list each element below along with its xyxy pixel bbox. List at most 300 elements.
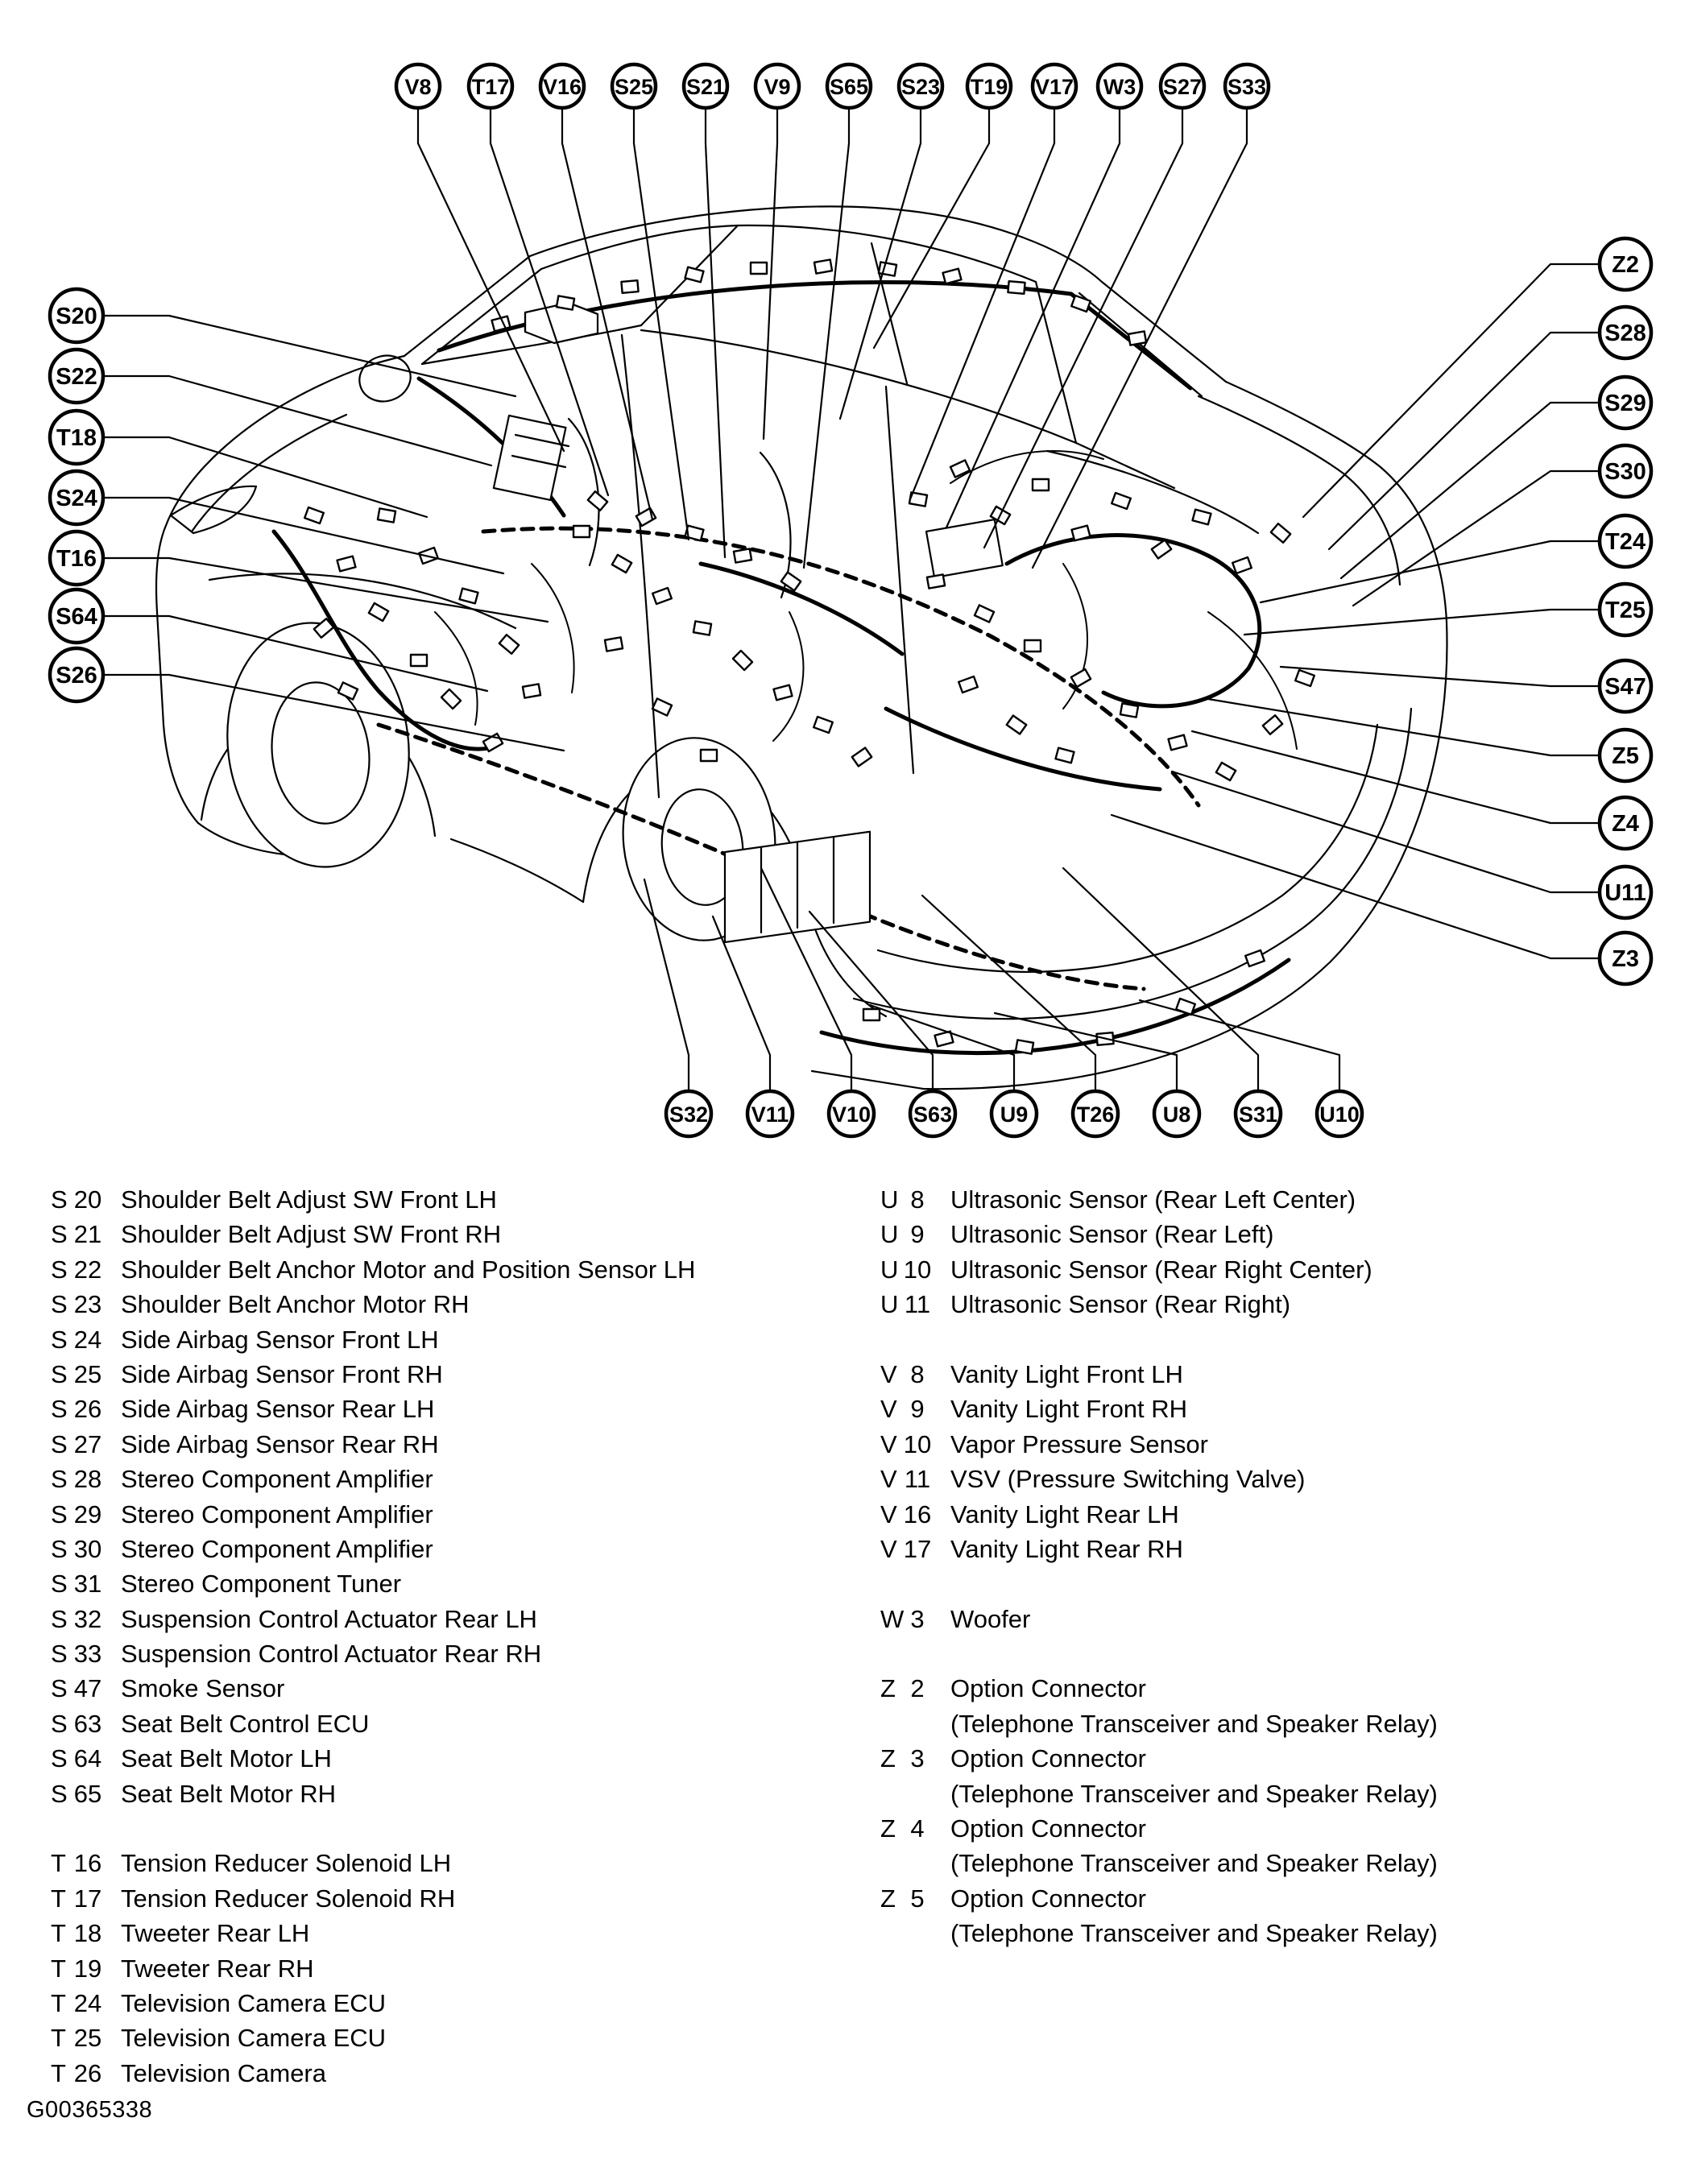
component-description: Stereo Component Amplifier <box>121 1465 433 1494</box>
legend-entry <box>51 1427 695 1462</box>
leader-S29 <box>1341 403 1600 578</box>
component-code-number: 16 <box>903 1499 932 1528</box>
relay-box <box>725 832 870 942</box>
ecu-box <box>494 416 569 500</box>
callout-label-T18: T18 <box>56 425 97 451</box>
legend-entry <box>51 1706 695 1741</box>
connector <box>441 689 461 709</box>
callout-S28 <box>1600 307 1651 358</box>
component-description: Stereo Component Amplifier <box>121 1499 433 1528</box>
connector <box>304 507 324 523</box>
legend-entry <box>880 1881 1438 1916</box>
callout-label-U9: U9 <box>1000 1102 1029 1127</box>
component-code-letter: S <box>51 1325 68 1354</box>
legend-group <box>880 1602 1438 1636</box>
connector <box>1120 703 1138 717</box>
component-description: Stereo Component Tuner <box>121 1570 402 1599</box>
legend-entry <box>880 1706 1438 1741</box>
rocker-line <box>451 839 583 902</box>
callout-label-S64: S64 <box>56 604 97 630</box>
component-code-number: 17 <box>73 1884 102 1913</box>
component-description: Side Airbag Sensor Rear RH <box>121 1429 439 1458</box>
component-code-letter: V <box>880 1395 897 1424</box>
connector <box>460 589 478 604</box>
harness-connectors <box>304 259 1314 1053</box>
component-description: Option Connector <box>950 1674 1146 1703</box>
connector <box>1193 510 1211 525</box>
leader-T25 <box>1244 610 1600 635</box>
connector <box>1216 763 1236 780</box>
connector <box>852 748 871 767</box>
connector <box>1025 640 1041 651</box>
legend-entry <box>51 1497 695 1532</box>
legend-entry <box>51 1322 695 1357</box>
callout-S26 <box>50 648 103 701</box>
callout-label-T17: T17 <box>471 75 510 99</box>
component-code-number: 28 <box>73 1465 102 1494</box>
connector <box>612 555 631 573</box>
legend-entry <box>880 1602 1438 1636</box>
component-code-number: 11 <box>904 1290 931 1319</box>
leader-S47 <box>1281 667 1600 686</box>
connector <box>573 526 590 537</box>
component-code-letter: S <box>51 1395 68 1424</box>
component-code-letter: S <box>51 1674 68 1703</box>
harness-branch-6 <box>1208 612 1297 749</box>
wheels <box>213 612 785 948</box>
callout-T19 <box>967 64 1011 108</box>
leader-V11 <box>713 916 770 1091</box>
component-description: Television Camera ECU <box>121 2024 387 2053</box>
component-code-number: 10 <box>903 1255 932 1284</box>
callout-V17 <box>1033 64 1076 108</box>
legend-entry <box>51 1951 695 1986</box>
component-code-number: 22 <box>73 1255 102 1284</box>
callout-label-S31: S31 <box>1238 1102 1278 1127</box>
connector <box>1271 523 1290 543</box>
connector <box>1071 296 1091 312</box>
legend-entry <box>51 1741 695 1776</box>
connector <box>1033 479 1049 490</box>
component-code-number: 24 <box>73 1325 102 1354</box>
callout-label-S27: S27 <box>1162 75 1203 99</box>
legend-entry <box>51 2021 695 2055</box>
component-code-letter: V <box>880 1465 897 1494</box>
connector <box>1056 748 1074 763</box>
callout-label-S28: S28 <box>1604 321 1646 346</box>
callout-S25 <box>612 64 656 108</box>
component-description: Shoulder Belt Anchor Motor RH <box>121 1290 470 1319</box>
component-code-letter: U <box>880 1185 899 1214</box>
harness-trunk-loop <box>1007 536 1260 706</box>
callout-W3 <box>1098 64 1141 108</box>
legend-entry <box>51 1392 695 1426</box>
callout-label-U11: U11 <box>1604 880 1646 906</box>
component-description: Tension Reducer Solenoid RH <box>121 1884 456 1913</box>
callout-V9 <box>756 64 799 108</box>
callout-circles <box>50 64 1651 1136</box>
connector <box>1263 715 1282 734</box>
component-description: Ultrasonic Sensor (Rear Right Center) <box>950 1255 1372 1284</box>
connector <box>523 684 540 697</box>
legend-entry <box>880 1671 1438 1706</box>
callout-S24 <box>50 471 103 524</box>
component-code-letter: S <box>51 1220 68 1249</box>
legend-entry <box>880 1427 1438 1462</box>
callout-label-V17: V17 <box>1034 75 1074 99</box>
side-mirror <box>354 349 416 407</box>
component-code-number: 10 <box>903 1429 932 1458</box>
leader-U11 <box>1172 771 1600 892</box>
legend-right-column <box>880 1182 1438 1951</box>
leader-T19 <box>874 108 989 348</box>
legend-entry <box>51 1881 695 1916</box>
leader-S20 <box>103 316 515 396</box>
callout-label-U8: U8 <box>1162 1102 1191 1127</box>
callout-Z2 <box>1600 238 1651 290</box>
component-code-number: 33 <box>73 1640 102 1669</box>
connector <box>1016 1040 1033 1053</box>
legend-entry <box>51 2056 695 2091</box>
component-code-number: 25 <box>73 2024 102 2053</box>
leader-T26 <box>922 896 1095 1091</box>
component-code-letter: T <box>51 1884 66 1913</box>
legend-entry <box>880 1182 1438 1217</box>
legend-entry <box>51 1182 695 1217</box>
connector <box>378 508 395 522</box>
component-code-number: 25 <box>73 1359 102 1388</box>
component-description: Suspension Control Actuator Rear LH <box>121 1604 537 1633</box>
leader-S65 <box>804 108 849 568</box>
legend-entry <box>51 1671 695 1706</box>
component-code-letter: U <box>880 1220 899 1249</box>
callout-label-S63: S63 <box>913 1102 953 1127</box>
harness-mid-cross <box>701 564 902 654</box>
component-code-number: 65 <box>73 1779 102 1808</box>
component-description: Shoulder Belt Anchor Motor and Position Sensor LH <box>121 1255 696 1284</box>
legend-entry <box>51 1252 695 1287</box>
component-code-letter: S <box>51 1534 68 1563</box>
component-code-letter: Z <box>880 1884 896 1913</box>
component-description: Side Airbag Sensor Rear LH <box>121 1395 435 1424</box>
callout-S32 <box>666 1091 711 1136</box>
component-code-number: 18 <box>73 1919 102 1948</box>
callout-label-T25: T25 <box>1605 598 1646 623</box>
component-description: Option Connector <box>950 1884 1146 1913</box>
leader-Z2 <box>1303 264 1600 517</box>
legend-entry <box>51 1846 695 1880</box>
connector <box>975 605 994 622</box>
callout-label-S23: S23 <box>900 75 941 99</box>
component-description: Ultrasonic Sensor (Rear Left Center) <box>950 1185 1356 1214</box>
callout-S20 <box>50 289 103 342</box>
leader-V17 <box>910 108 1054 499</box>
connector <box>369 603 388 621</box>
connector <box>734 548 751 562</box>
component-description: Side Airbag Sensor Front LH <box>121 1325 439 1354</box>
legend-group <box>51 1182 695 1811</box>
callout-label-Z4: Z4 <box>1612 811 1639 837</box>
component-code-letter: S <box>51 1570 68 1599</box>
callout-label-W3: W3 <box>1103 75 1136 99</box>
callout-T26 <box>1073 1091 1118 1136</box>
component-code-number: 8 <box>910 1359 925 1388</box>
callout-label-T24: T24 <box>1605 529 1646 555</box>
legend-entry <box>51 1636 695 1671</box>
legend-entry <box>880 1357 1438 1392</box>
component-description: Suspension Control Actuator Rear RH <box>121 1640 542 1669</box>
component-description: Woofer <box>950 1604 1031 1633</box>
component-code-letter: U <box>880 1255 899 1284</box>
component-description: Vapor Pressure Sensor <box>950 1429 1208 1458</box>
component-code-letter: V <box>880 1359 897 1388</box>
legend-entry <box>51 1217 695 1251</box>
connector <box>774 685 793 701</box>
connector <box>621 280 638 293</box>
callout-Z4 <box>1600 797 1651 849</box>
component-code-letter: S <box>51 1429 68 1458</box>
legend-entry <box>880 1846 1438 1880</box>
leader-T24 <box>1261 541 1600 602</box>
component-code-letter: S <box>51 1359 68 1388</box>
leader-T18 <box>103 437 427 517</box>
component-code-number: 8 <box>910 1185 925 1214</box>
callout-label-S47: S47 <box>1604 674 1646 700</box>
component-code-letter: U <box>880 1290 899 1319</box>
connector <box>751 263 767 274</box>
component-code-letter: S <box>51 1744 68 1773</box>
component-code-letter: S <box>51 1604 68 1633</box>
callout-label-S65: S65 <box>829 75 869 99</box>
component-description: (Telephone Transceiver and Speaker Relay) <box>950 1919 1438 1948</box>
windshield-top <box>541 225 738 269</box>
connector <box>411 655 427 666</box>
component-code-number: 2 <box>910 1674 925 1703</box>
callout-label-U10: U10 <box>1319 1102 1360 1127</box>
callout-S33 <box>1225 64 1269 108</box>
component-code-letter: S <box>51 1640 68 1669</box>
callout-label-Z3: Z3 <box>1612 946 1639 972</box>
callout-label-S26: S26 <box>56 663 97 689</box>
connector <box>337 556 356 572</box>
component-description: Option Connector <box>950 1814 1146 1843</box>
callout-S47 <box>1600 660 1651 712</box>
callout-label-S32: S32 <box>669 1102 709 1127</box>
component-code-number: 24 <box>73 1988 102 2017</box>
callout-T18 <box>50 411 103 464</box>
component-code-letter: Z <box>880 1674 896 1703</box>
component-description: Seat Belt Motor RH <box>121 1779 337 1808</box>
component-description: Vanity Light Front LH <box>950 1359 1183 1388</box>
component-code-number: 16 <box>73 1849 102 1878</box>
connector <box>733 651 752 670</box>
leader-U10 <box>1140 1000 1339 1091</box>
trunk-shutline <box>1199 396 1400 585</box>
component-description: Television Camera <box>121 2058 326 2087</box>
component-description: Vanity Light Rear LH <box>950 1499 1179 1528</box>
component-description: Ultrasonic Sensor (Rear Left) <box>950 1220 1274 1249</box>
connector <box>814 717 833 733</box>
callout-label-T26: T26 <box>1076 1102 1115 1127</box>
component-code-letter: Z <box>880 1744 896 1773</box>
connector <box>863 1009 880 1020</box>
callout-Z3 <box>1600 933 1651 984</box>
callout-label-S25: S25 <box>614 75 654 99</box>
callout-V8 <box>396 64 440 108</box>
legend-group <box>880 1182 1438 1322</box>
component-description: Tension Reducer Solenoid LH <box>121 1849 452 1878</box>
leader-Z4 <box>1192 731 1600 823</box>
legend-left-column <box>51 1182 695 2091</box>
callout-S65 <box>827 64 871 108</box>
callout-label-V16: V16 <box>542 75 582 99</box>
component-description: Shoulder Belt Adjust SW Front RH <box>121 1220 502 1249</box>
component-code-number: 64 <box>73 1744 102 1773</box>
component-description: (Telephone Transceiver and Speaker Relay) <box>950 1709 1438 1738</box>
component-code-number: 27 <box>73 1429 102 1458</box>
component-code-letter: T <box>51 2024 66 2053</box>
legend-entry <box>51 1462 695 1496</box>
callout-S23 <box>899 64 942 108</box>
callout-U9 <box>992 1091 1037 1136</box>
harness-floor-diagonal <box>483 528 1199 805</box>
legend-entry <box>880 1392 1438 1426</box>
legend-entry <box>51 1532 695 1566</box>
component-code-letter: T <box>51 1988 66 2017</box>
component-code-letter: T <box>51 2058 66 2087</box>
callout-T16 <box>50 532 103 585</box>
connector <box>958 676 978 693</box>
component-code-letter: S <box>51 1185 68 1214</box>
legend-entry <box>880 1916 1438 1950</box>
connector <box>1128 331 1146 345</box>
callout-label-Z5: Z5 <box>1612 743 1639 769</box>
component-code-letter: S <box>51 1290 68 1319</box>
component-code-number: 9 <box>910 1220 925 1249</box>
legend-entry <box>51 1916 695 1950</box>
legend-entry <box>880 1532 1438 1566</box>
component-description: Shoulder Belt Adjust SW Front LH <box>121 1185 497 1214</box>
parcel-shelf <box>1047 451 1258 533</box>
connector <box>943 269 962 284</box>
component-code-number: 9 <box>910 1395 925 1424</box>
legend-entry <box>51 1602 695 1636</box>
component-code-number: 5 <box>910 1884 925 1913</box>
component-description: Tweeter Rear RH <box>121 1954 314 1983</box>
component-code-number: 17 <box>903 1534 932 1563</box>
component-description: VSV (Pressure Switching Valve) <box>950 1465 1306 1494</box>
callout-label-S22: S22 <box>56 364 97 390</box>
component-description: Seat Belt Control ECU <box>121 1709 370 1738</box>
component-code-letter: S <box>51 1779 68 1808</box>
component-description: Stereo Component Amplifier <box>121 1534 433 1563</box>
component-code-letter: T <box>51 1954 66 1983</box>
component-code-letter: W <box>880 1604 905 1633</box>
component-code-number: 11 <box>904 1465 931 1494</box>
figure-id: G00365338 <box>27 2097 153 2123</box>
legend-entry <box>880 1741 1438 1776</box>
callout-T17 <box>469 64 512 108</box>
legend-entry <box>880 1497 1438 1532</box>
connector <box>879 262 896 275</box>
callout-label-S30: S30 <box>1604 459 1646 485</box>
callout-V10 <box>829 1091 874 1136</box>
component-code-letter: V <box>880 1534 897 1563</box>
component-code-letter: S <box>51 1255 68 1284</box>
callout-label-S20: S20 <box>56 304 97 329</box>
callout-S22 <box>50 350 103 403</box>
component-description: Option Connector <box>950 1744 1146 1773</box>
rear-bumper-line1 <box>854 709 1411 1019</box>
leader-Z3 <box>1112 815 1600 958</box>
callout-U8 <box>1154 1091 1199 1136</box>
connector <box>499 635 519 654</box>
component-code-letter: V <box>880 1499 897 1528</box>
legend-group <box>880 1671 1438 1950</box>
callout-label-Z2: Z2 <box>1612 252 1639 278</box>
component-description: Seat Belt Motor LH <box>121 1744 332 1773</box>
connector <box>1295 670 1314 686</box>
legend-entry <box>880 1777 1438 1811</box>
underbody-rear <box>814 924 886 1016</box>
connector <box>1112 493 1131 509</box>
component-code-number: 19 <box>73 1954 102 1983</box>
callout-S27 <box>1161 64 1204 108</box>
legend-entry <box>880 1252 1438 1287</box>
component-code-number: 4 <box>910 1814 925 1843</box>
component-code-number: 63 <box>73 1709 102 1738</box>
component-code-letter: Z <box>880 1814 896 1843</box>
connector <box>685 267 704 283</box>
legend-entry <box>51 1287 695 1322</box>
callout-V16 <box>540 64 584 108</box>
callout-label-V9: V9 <box>764 75 791 99</box>
hood-edge <box>165 356 404 527</box>
callout-S21 <box>684 64 727 108</box>
callout-label-S21: S21 <box>685 75 726 99</box>
connector <box>652 588 672 604</box>
legend-entry <box>51 1357 695 1392</box>
component-description: Tweeter Rear LH <box>121 1919 310 1948</box>
connector <box>652 698 672 715</box>
component-code-number: 23 <box>73 1290 102 1319</box>
callout-V11 <box>747 1091 793 1136</box>
component-description: Vanity Light Rear RH <box>950 1534 1183 1563</box>
harness-branch-2 <box>773 612 803 741</box>
component-code-number: 3 <box>910 1604 925 1633</box>
connector <box>557 296 574 309</box>
component-description: Side Airbag Sensor Front RH <box>121 1359 443 1388</box>
legend-group <box>51 1846 695 2091</box>
callout-T25 <box>1600 584 1651 635</box>
callout-S64 <box>50 589 103 643</box>
legend-entry <box>51 1986 695 2021</box>
callout-S29 <box>1600 377 1651 428</box>
connector <box>1071 669 1091 687</box>
callout-label-V10: V10 <box>831 1102 871 1127</box>
callout-S63 <box>910 1091 955 1136</box>
component-description: Television Camera ECU <box>121 1988 387 2017</box>
connector <box>693 621 711 635</box>
harness-branch-1 <box>532 564 574 693</box>
leader-S63 <box>809 912 933 1091</box>
leader-W3 <box>946 108 1120 527</box>
component-description: (Telephone Transceiver and Speaker Relay) <box>950 1779 1438 1808</box>
component-code-letter: T <box>51 1849 66 1878</box>
component-code-number: 30 <box>73 1534 102 1563</box>
connector <box>950 460 970 477</box>
legend-entry <box>880 1811 1438 1846</box>
